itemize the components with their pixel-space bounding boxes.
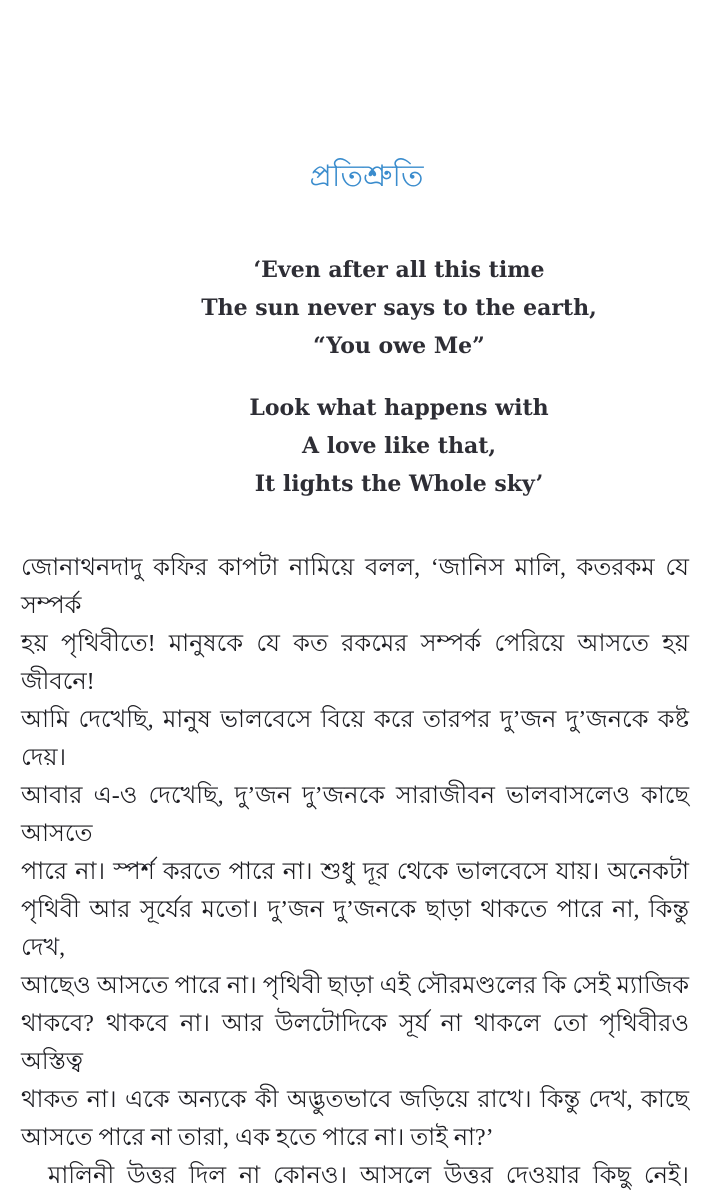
body-text-line: পৃথিবী আর সূর্যের মতো। দু’জন দু’জনকে ছাড়া থাকতে পারে না, কিন্তু দেখ, [21,897,689,961]
paragraph-1 [21,549,689,1157]
chapter-title: প্রতিশ্রুতি [309,160,424,193]
body-text-line: আসতে পারে না তারা, এক হতে পারে না। তাই না?’ [21,1125,494,1151]
poem-line: “You owe Me” [313,333,485,359]
poem-line: A love like that, [301,433,497,459]
body-text-line: জোনাথনদাদু কফির কাপটা নামিয়ে বলল, ‘জানিস মালি, কতরকম যে সম্পর্ক [21,555,689,619]
paragraph-2 [21,1157,689,1195]
body-text-line: থাকবে? থাকবে না। আর উলটোদিকে সূর্য না থাকলে তো পৃথিবীরও অস্তিত্ব [21,1011,689,1075]
body-text-line: আবার এ-ও দেখেছি, দু’জন দু’জনকে সারাজীবন ভালবাসলেও কাছে আসতে [21,783,689,847]
poem-stanza-1 [109,251,689,365]
body-text-line: পারে না। স্পর্শ করতে পারে না। শুধু দূর থেকে ভালবেসে যায়। অনেকটা [21,859,689,885]
body-text-line: থাকত না। একে অন্যকে কী অদ্ভুতভাবে জড়িয়ে রাখে। কিন্তু দেখ, কাছে [21,1087,689,1113]
body-text-line: আছেও আসতে পারে না। পৃথিবী ছাড়া এই সৌরমণ্ডলের কি সেই ম্যাজিক [21,973,689,999]
poem-line: It lights the Whole sky’ [254,471,544,497]
poem-line: The sun never says to the earth, [201,295,597,321]
poem-stanza-2 [109,389,689,503]
body-text-line: হয় পৃথিবীতে! মানুষকে যে কত রকমের সম্পর্ক পেরিয়ে আসতে হয় জীবনে! [21,631,689,695]
poem-line: Look what happens with [249,395,549,421]
body-text-line: মালিনী উত্তর দিল না কোনও। আসলে উত্তর দেওয়ার কিছু নেই। [48,1163,689,1189]
poem-line: ‘Even after all this time [253,257,545,283]
poem-quote [109,251,689,503]
body-text-line: আমি দেখেছি, মানুষ ভালবেসে বিয়ে করে তারপর দু’জন দু’জনকে কষ্ট দেয়। [21,707,689,771]
body-text [21,549,689,1195]
